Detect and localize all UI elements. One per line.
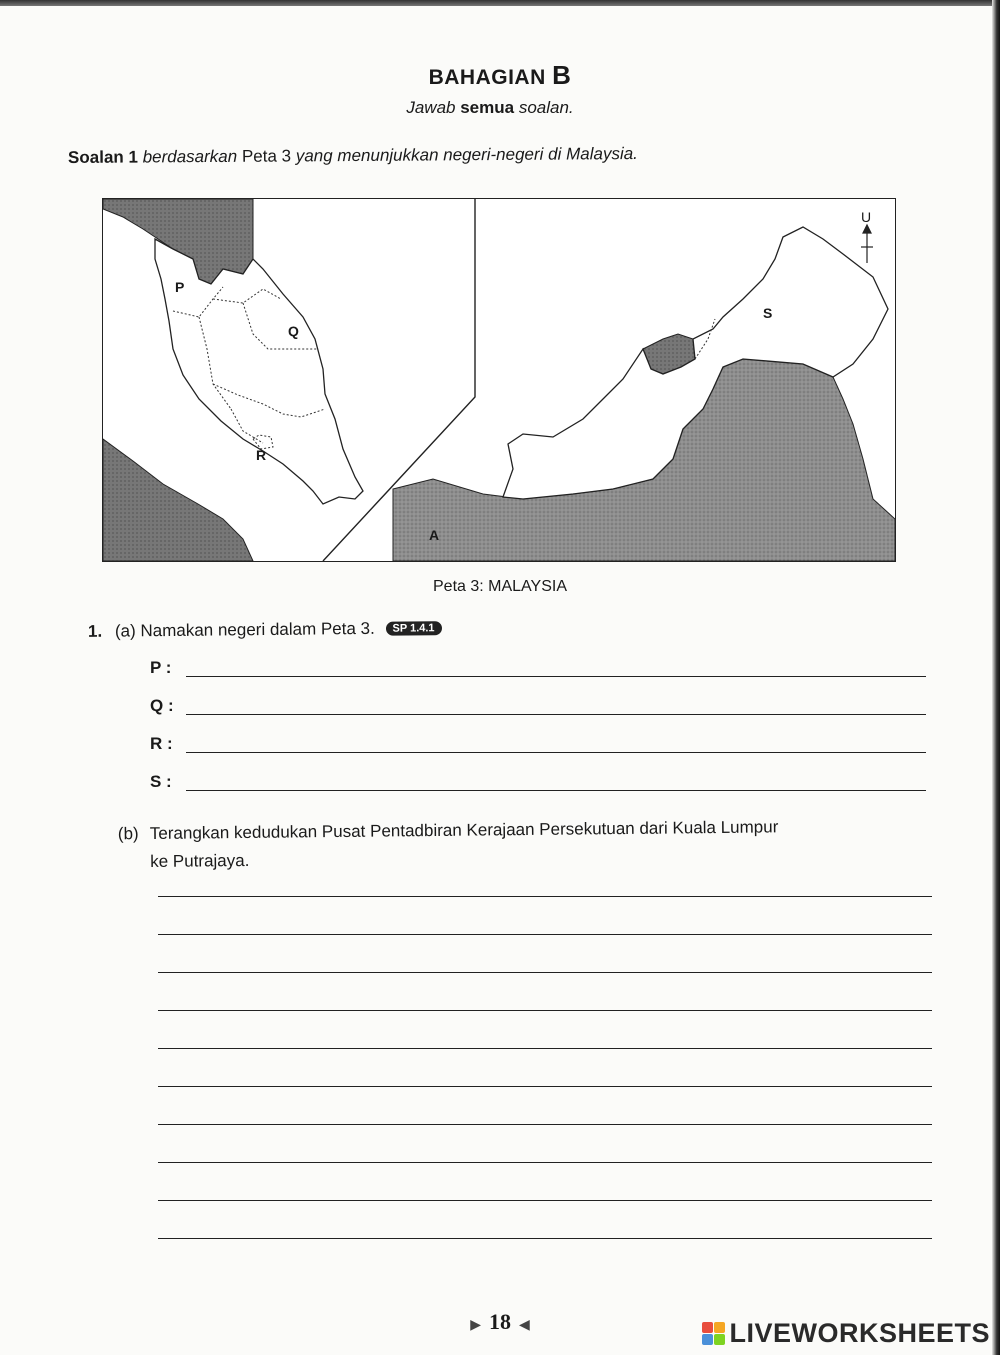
instruction-pre: Jawab: [406, 98, 456, 117]
question-number: 1.: [87, 621, 103, 641]
map-figure: [102, 198, 896, 562]
north-arrow: [861, 225, 873, 263]
top-page-rule: [0, 0, 1000, 6]
liveworksheets-watermark[interactable]: [702, 1318, 990, 1349]
question-1a-part: (a): [114, 621, 136, 641]
intro-bold-lead: Soalan 1: [67, 147, 138, 167]
page-number-value: 18: [489, 1309, 511, 1334]
map-label-q: Q: [288, 323, 299, 339]
malaysia-map-drawing: [103, 199, 895, 561]
intro-italic-2: yang menunjukkan negeri-negeri di Malaysia.: [295, 144, 638, 166]
section-title-word: BAHAGIAN: [428, 66, 546, 89]
question-1b-text-2: ke Putrajaya.: [150, 850, 250, 871]
writing-line-5[interactable]: [158, 1048, 932, 1049]
writing-line-8[interactable]: [158, 1162, 932, 1163]
instruction-bold: semua: [460, 98, 515, 117]
map-label-r: R: [256, 447, 267, 463]
section-title: [0, 60, 1000, 91]
writing-line-2[interactable]: [158, 934, 932, 935]
scan-edge-shadow: [992, 0, 1000, 1355]
page-arrow-left-icon: ▶: [470, 1318, 481, 1333]
answer-row-p[interactable]: [150, 658, 930, 680]
question-1b: [118, 812, 939, 877]
writing-line-10[interactable]: [158, 1238, 932, 1239]
answer-label-q: Q :: [150, 696, 174, 715]
writing-line-6[interactable]: [158, 1086, 932, 1087]
sp-badge: SP 1.4.1: [385, 621, 441, 636]
answer-line-q[interactable]: [186, 714, 926, 715]
map-caption: Peta 3: MALAYSIA: [433, 578, 567, 595]
answer-label-r: R :: [150, 734, 173, 753]
answer-row-q[interactable]: [150, 696, 930, 718]
question-1b-text-1: Terangkan kedudukan Pusat Pentadbiran Kerajaan Persekutuan dari Kuala Lumpur: [149, 817, 779, 843]
peninsular-malaysia-outline: [155, 239, 363, 504]
answer-line-p[interactable]: [186, 676, 926, 677]
writing-line-9[interactable]: [158, 1200, 932, 1201]
question-1a: [88, 618, 442, 642]
question-intro: [68, 144, 638, 168]
question-1b-part: (b): [117, 824, 139, 844]
answer-row-s[interactable]: [150, 772, 930, 794]
writing-line-4[interactable]: [158, 1010, 932, 1011]
section-title-letter: B: [552, 60, 572, 90]
answer-row-r[interactable]: [150, 734, 930, 756]
answer-line-s[interactable]: [186, 790, 926, 791]
answer-line-r[interactable]: [186, 752, 926, 753]
map-label-a: A: [429, 527, 440, 543]
intro-italic-1: berdasarkan: [142, 146, 238, 167]
liveworksheets-logo-icon: [702, 1322, 725, 1345]
writing-line-3[interactable]: [158, 972, 932, 973]
page-arrow-right-icon: ◀: [519, 1318, 530, 1333]
question-1a-text: Namakan negeri dalam Peta 3.: [140, 618, 375, 641]
sumatra-shade: [103, 439, 253, 561]
intro-plain-1: Peta 3: [241, 146, 292, 166]
north-label: U: [861, 209, 872, 225]
map-label-p: P: [175, 279, 185, 295]
map-label-s: S: [763, 305, 773, 321]
section-instruction: [0, 98, 980, 118]
watermark-text: LIVEWORKSHEETS: [729, 1318, 990, 1348]
instruction-post: soalan.: [518, 98, 574, 117]
answer-label-p: P :: [150, 658, 172, 677]
writing-line-7[interactable]: [158, 1124, 932, 1125]
answer-label-s: S :: [150, 772, 172, 791]
writing-line-1[interactable]: [158, 896, 932, 897]
